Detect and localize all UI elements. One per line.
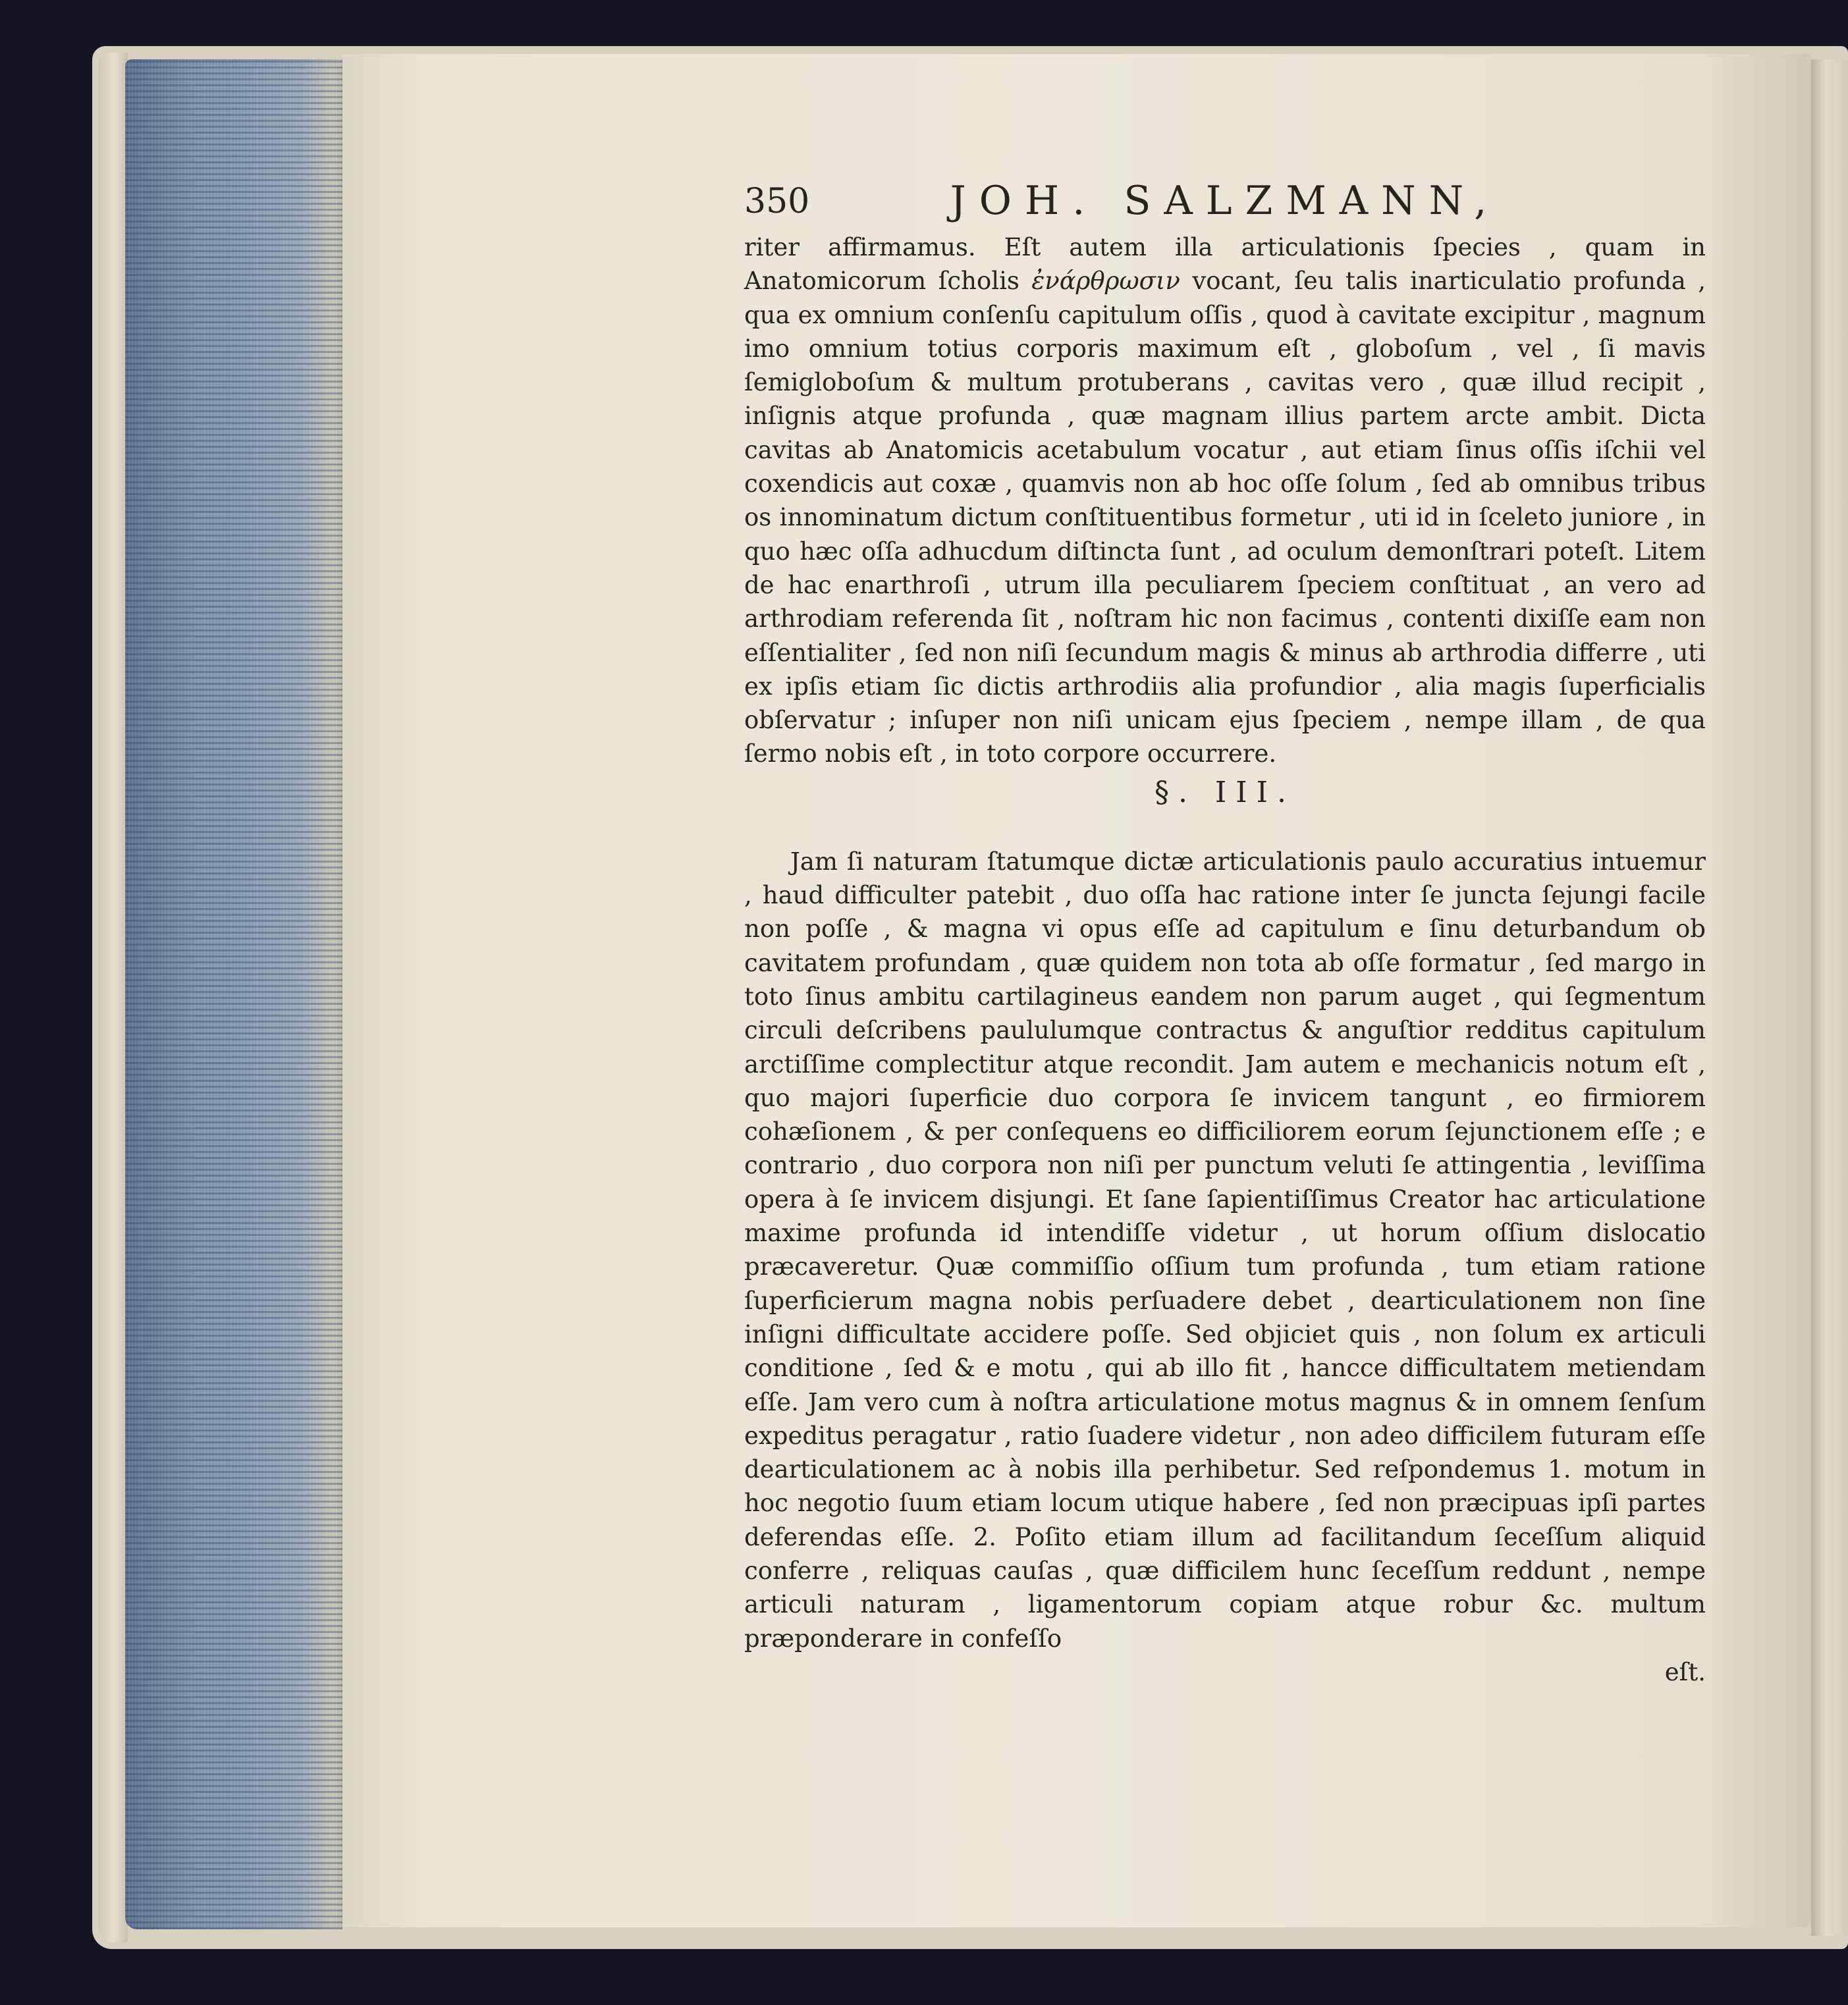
running-title: JOH. SALZMANN,: [950, 178, 1500, 224]
facing-page-edge: [1811, 59, 1848, 1936]
catchword: eſt.: [1664, 1657, 1706, 1686]
page-text-block: [744, 178, 1706, 1689]
paragraph-1-end: vocant, ſeu talis inarticulatio profunda , qua ex omnium conſenſu capitulum oſſis , quod à cavitate excipitur , magnum imo omnium totius corporis maximum eſt , globoſum , vel , ſi mavis ſemigloboſum & multum protuberans , cavitas vero , quæ illud recipit , inſignis atque profunda , quæ magnam illius partem arcte ambit. Dicta cavitas ab Anatomicis acetabulum vocatur , aut etiam ſinus oſſis iſchii vel coxendicis aut coxæ , quamvis non ab hoc oſſe ſolum , ſed ab omnibus tribus os innominatum dictum conſtituentibus formetur , uti id in ſceleto juniore , in quo hæc oſſa adhucdum diſtincta ſunt , ad oculum demonſtrari poteſt. Litem de hac enarthroſi , utrum illa peculiarem ſpeciem conſtituat , an vero ad arthrodiam referenda ſit , noſtram hic non facimus , contenti dixiſſe eam non eſſentialiter , ſed non niſi ſecundum magis & minus ab arthrodia differre , uti ex ipſis etiam ſic dictis arthrodiis alia profundior , alia magis ſuperficialis obſervatur ; inſuper non niſi unicam ejus ſpeciem , nempe illam , de qua ſermo nobis eſt , in toto corpore occurrere.: [744, 267, 1706, 768]
section-heading: §. III.: [1154, 775, 1296, 809]
greek-term: ἐνάρθρωσιν: [1031, 267, 1180, 296]
book-spine-edge: [99, 53, 128, 1942]
page-fore-edge: [125, 59, 342, 1929]
paragraph-1-start: riter affirmamus. Eſt autem illa articulationis ſpecies , quam in Anatomicorum ſcholis: [744, 233, 1706, 296]
page-number: 350: [744, 182, 810, 221]
running-head: [744, 178, 1706, 230]
paragraph-2: Jam ſi naturam ſtatumque dictæ articulationis paulo accuratius intuemur , haud difficulter patebit , duo oſſa hac ratione inter ſe juncta ſejungi facile non poſſe , & magna vi opus eſſe ad capitulum e ſinu deturbandum ob cavitatem profundam , quæ quidem non tota ab oſſe formatur , ſed margo in toto ſinus ambitu cartilagineus eandem non parum auget , qui ſegmentum circuli deſcribens paululumque contractus & anguſtior redditus capitulum arctiſſime complectitur atque recondit. Jam autem e mechanicis notum eſt , quo majori ſuperficie duo corpora ſe invicem tangunt , eo firmiorem cohæſionem , & per conſequens eo difficiliorem eorum ſejunctionem eſſe ; e contrario , duo corpora non niſi per punctum veluti ſe attingentia , leviſſima opera à ſe invicem disjungi. Et ſane ſapientiſſimus Creator hac articulatione maxime profunda id intendiſſe videtur , ut horum oſſium dislocatio præcaveretur. Quæ commiſſio oſſium tum profunda , tum etiam ratione ſuperficierum magna nobis perſuadere debet , dearticulationem non ſine inſigni difficultate accidere poſſe. Sed objiciet quis , non ſolum ex articuli conditione , ſed & e motu , qui ab illo fit , hancce difficultatem metiendam eſſe. Jam vero cum à noſtra articulatione motus magnus & in omnem ſenſum expeditus peragatur , ratio ſuadere videtur , non adeo difficilem futuram eſſe dearticulationem ac à nobis illa perhibetur. Sed reſpondemus 1. motum in hoc negotio ſuum etiam locum utique habere , ſed non præcipuas ipſi partes deferendas eſſe. 2. Poſito etiam illum ad facilitandum ſeceſſum aliquid conferre , reliquas cauſas , quæ difficilem hunc ſeceſſum reddunt , nempe articuli naturam , ligamentorum copiam atque robur &c. multum præponderare in confeſſo: [744, 847, 1706, 1653]
paragraph-1: [744, 230, 1706, 771]
